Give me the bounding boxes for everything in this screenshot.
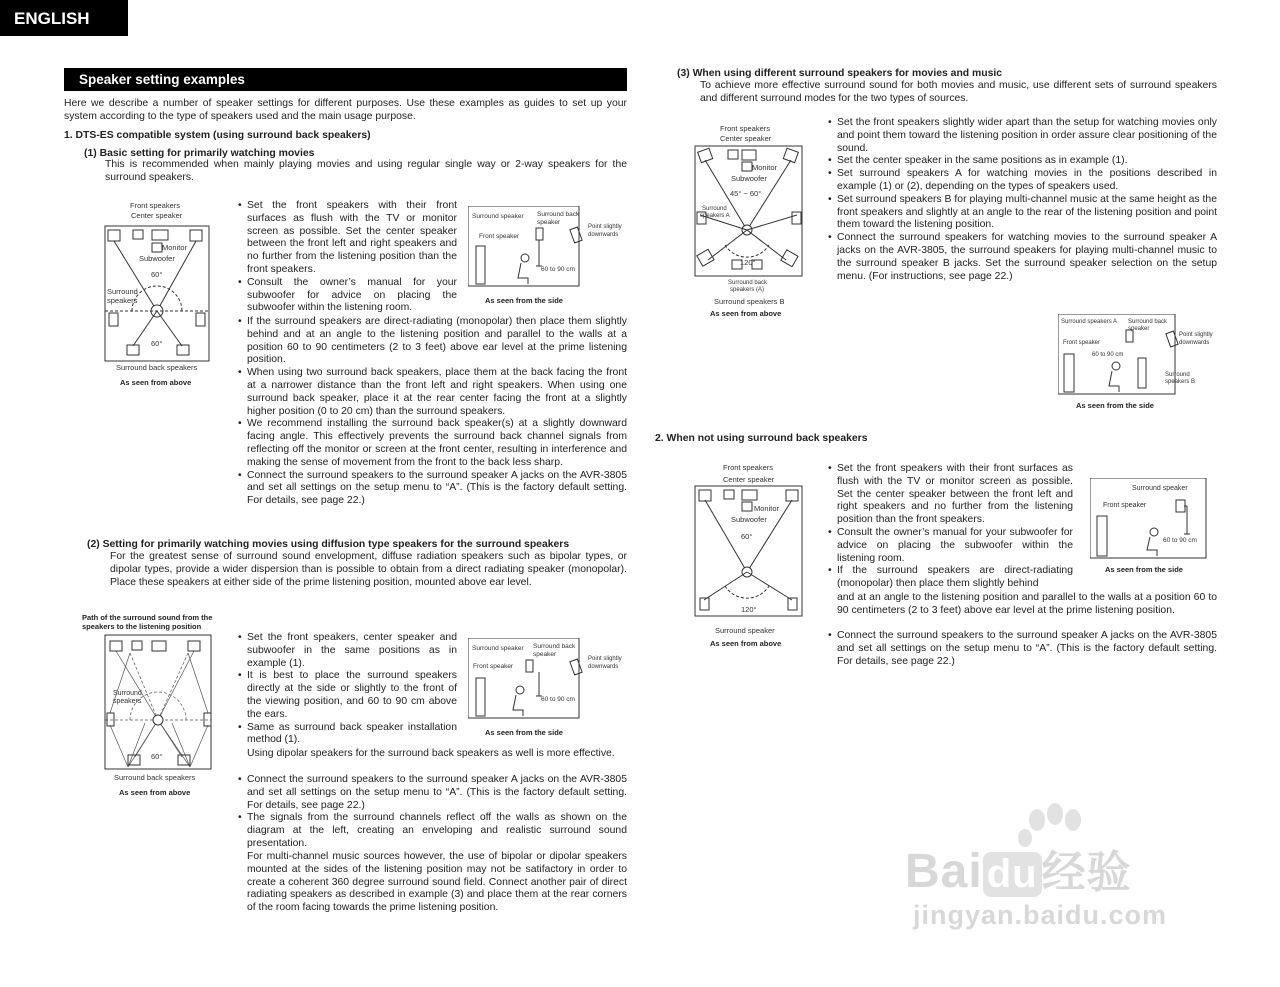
- label-front-speaker: Front speaker: [479, 233, 520, 240]
- bullet-item: • Connect the surround speakers for watching movies to the surround speaker A jacks on the AVR-3805, the surround speakers for playing multi-channel music to the surround speaker B jacks. Set the surround speaker selection on the setup menu. (For instructions, see page 22.): [828, 232, 1217, 283]
- diagram-no-back-above: [690, 460, 810, 650]
- bullet-item: • Connect the surround speakers to the surround speaker A jacks on the AVR-3805 and set all settings on the setup menu to “A”. (This is the factory default setting. For details, see page 22.): [238, 470, 627, 508]
- bullet-item: • Set the center speaker in the same positions as in example (1).: [828, 155, 1217, 168]
- label-point-1: Point slightly: [588, 656, 622, 662]
- label-speaker: speaker: [533, 651, 557, 658]
- subsection-2-heading: (2) Setting for primarily watching movies using diffusion type speakers for the surround speakers: [87, 539, 570, 550]
- bullet-item: • We recommend installing the surround back speaker(s) at a slightly downward facing angle. This effectively prevents the surround back channel signals from reflecting off the monitor or screen at the front center, resulting in interference and making the sense of movement from the front to the back less sharp.: [238, 418, 627, 469]
- diagram-basic-side: [468, 206, 628, 308]
- bullet-item: • Set the front speakers with their front surfaces as flush with the TV or monitor screen as possible. Set the center speaker between the front left and right speakers and no further from the listening position than the front speakers.: [828, 463, 1073, 527]
- label-point-1: Point slightly: [1179, 332, 1213, 338]
- bullet-item: • Set the front speakers slightly wider apart than the setup for watching movies only and point them toward the listening position in order assure clear positioning of the sound.: [828, 117, 1217, 155]
- label-height: 60 to 90 cm: [1092, 352, 1124, 358]
- section-title: Speaker setting examples: [64, 68, 627, 91]
- label-surround-back: Surround back speakers: [114, 773, 196, 782]
- label-angle-back: 120°: [740, 258, 756, 267]
- label-surround: Surround: [113, 690, 142, 697]
- caption-above: As seen from above: [710, 309, 782, 318]
- label-center-speaker: Center speaker: [723, 475, 775, 484]
- label-front-speaker: Front speaker: [473, 663, 514, 670]
- subsection-1-bullets-a: [238, 200, 457, 315]
- subsection-3-bullets: [828, 117, 1217, 283]
- bullet-item: • Set the front speakers, center speaker and subwoofer in the same positions as in example (1).: [238, 632, 457, 670]
- label-surround-speaker: Surround speaker: [715, 626, 775, 635]
- watermark-cn: 经验: [1041, 848, 1132, 897]
- bullet-item: • Connect the surround speakers to the surround speaker A jacks on the AVR-3805 and set all settings on the setup menu to “A”. (This is the factory default setting. For details, see page 22.): [828, 630, 1217, 668]
- diagram-diffusion-above: [100, 633, 220, 801]
- bullet-item: • When using two surround back speakers, place them at the back facing the front at a narrower distance than the front left and right speakers. When using one surround back speaker, place it at the rear center facing the front at a slightly higher position (0 to 20 cm) than the surround speakers.: [238, 367, 627, 418]
- label-angle-back: 60°: [151, 339, 163, 348]
- label-speakers-b: speakers B: [1165, 379, 1196, 385]
- subsection-2-bullets-b: [238, 774, 627, 851]
- bullet-item: • Set surround speakers B for playing multi-channel music at the same height as the front speakers and slightly at an angle to the rear of the listening position and point them toward the listening position.: [828, 194, 1217, 232]
- label-speakers-a2: speakers (A): [730, 287, 765, 293]
- label-surround-back: Surround back: [537, 211, 580, 218]
- label-front-speaker: Front speaker: [1103, 502, 1147, 509]
- label-surround-speaker: Surround speaker: [472, 213, 524, 220]
- subsection-1-desc: This is recommended when mainly playing movies and using regular single way or 2-way speakers for the surround speakers.: [105, 159, 627, 183]
- subsection-3-heading: (3) When using different surround speakers for movies and music: [677, 68, 1003, 79]
- label-monitor: Monitor: [162, 243, 188, 252]
- subsection-2-note-2: For multi-channel music sources however, the use of bipolar or dipolar speakers mounted at the sides of the listening position may not be satifactory in order to create a coherent 360 degree surround sound field. Connect another pair of direct radiating speakers as described in example (3) and place them at the rear corners of the room facing towards the prime listening position.: [247, 851, 627, 914]
- label-height: 60 to 90 cm: [541, 266, 575, 273]
- subsection-2-bullets-a: [238, 632, 457, 747]
- label-point-2: downwards: [588, 664, 619, 670]
- label-center-speaker: Center speaker: [720, 134, 772, 143]
- label-angle-front: 60°: [151, 270, 163, 279]
- label-surround: Surround: [1165, 372, 1190, 378]
- label-height: 60 to 90 cm: [1163, 537, 1197, 544]
- watermark-url: jingyan.baidu.com: [913, 900, 1168, 930]
- section-2-bullets-b: [828, 630, 1217, 668]
- label-angle: 60°: [151, 752, 163, 761]
- label-monitor: Monitor: [754, 504, 780, 513]
- intro-text: Here we describe a number of speaker settings for different purposes. Use these examples as guides to set up your system according to the type of speakers used and the main usage purpose.: [64, 98, 627, 122]
- label-surround-speaker: Surround speaker: [472, 645, 524, 652]
- section-2-heading: 2. When not using surround back speakers: [655, 433, 868, 444]
- section-2-continuation: and at an angle to the listening position and parallel to the walls at a position 60 to 90 centimeters (2 to 3 feet) above ear level at the prime listening position.: [837, 592, 1217, 616]
- section-2-bullets-a: [828, 463, 1073, 591]
- diagram-diffusion-side: [468, 638, 628, 740]
- bullet-item: • Same as surround back speaker installation method (1).: [238, 722, 457, 748]
- watermark-brand-b: du: [983, 852, 1042, 897]
- language-tab: ENGLISH: [0, 0, 128, 36]
- label-speakers-a: speakers A: [700, 213, 730, 219]
- label-subwoofer: Subwoofer: [731, 515, 767, 524]
- caption-side: As seen from the side: [1105, 565, 1183, 574]
- label-point-1: Point slightly: [588, 224, 622, 230]
- label-surround: Surround: [107, 287, 138, 296]
- label-center-speaker: Center speaker: [131, 211, 183, 220]
- bullet-item: • If the surround speakers are direct-radiating (monopolar) then place them slightly behind and at an angle to the listening position and parallel to the walls at a position 60 to 90 centimeters (2 to 3 feet) above ear level at the prime listening position.: [238, 316, 627, 367]
- caption-side: As seen from the side: [1076, 401, 1154, 410]
- label-monitor: Monitor: [752, 163, 778, 172]
- label-angle-back: 120°: [741, 605, 757, 614]
- diagram-music-above: [690, 120, 810, 320]
- subsection-3-desc: To achieve more effective surround sound for both movies and music, use different sets of surround speakers and different surround modes for the two types of sources.: [700, 80, 1217, 104]
- label-speakers: speakers: [113, 698, 142, 705]
- bullet-item: • If the surround speakers are direct-radiating (monopolar) then place them slightly behind: [828, 565, 1073, 591]
- label-subwoofer: Subwoofer: [731, 174, 767, 183]
- bullet-item: • Consult the owner’s manual for your subwoofer for advice on placing the subwoofer within the listening room.: [828, 527, 1073, 565]
- label-front-speaker: Front speaker: [1063, 340, 1101, 346]
- caption-side: As seen from the side: [485, 728, 563, 737]
- watermark-brand-a: Bai: [905, 845, 983, 898]
- diagram-basic-above: [100, 198, 215, 390]
- label-angle-front: 60°: [741, 532, 753, 541]
- path-label: Path of the surround sound from the speakers to the listening position: [82, 613, 213, 631]
- label-speakers: speakers: [107, 296, 138, 305]
- label-subwoofer: Subwoofer: [139, 254, 175, 263]
- section-1-heading: 1. DTS-ES compatible system (using surround back speakers): [64, 130, 371, 141]
- label-surround-a: Surround speakers A: [1061, 319, 1118, 325]
- bullet-item: • Set the front speakers with their front surfaces as flush with the TV or monitor screen as possible. Set the center speaker between the front left and right speakers and no further from the listening position than the front speakers.: [238, 200, 457, 277]
- label-surround-speaker: Surround speaker: [1132, 485, 1188, 492]
- caption-above: As seen from above: [710, 639, 782, 648]
- label-surround-back: Surround back: [728, 280, 768, 286]
- label-front-speakers: Front speakers: [723, 463, 774, 472]
- baidu-watermark: [905, 800, 1205, 940]
- label-surround-b: Surround speakers B: [714, 297, 785, 306]
- bullet-item: • Connect the surround speakers to the surround speaker A jacks on the AVR-3805 and set all settings on the setup menu to “A”. (This is the factory default setting. For details, see page 22.): [238, 774, 627, 812]
- label-surround-back: Surround back: [533, 643, 576, 650]
- label-surround-back: Surround back speakers: [116, 363, 198, 372]
- caption-above: As seen from above: [119, 788, 191, 797]
- subsection-1-bullets-b: [238, 316, 627, 508]
- label-angle-front: 45° ~ 60°: [730, 189, 762, 198]
- subsection-2-desc: For the greatest sense of surround sound envelopment, diffuse radiation speakers such as bipolar types, or dipolar types, provide a wider dispersion than is possible to obtain from a direct radiating speaker (monopolar). Place these speakers at either side of the prime listening position, mounted above ear level.: [110, 551, 627, 588]
- label-surround: Surround: [702, 206, 727, 212]
- bullet-item: • The signals from the surround channels reflect off the walls as shown on the diagram at the left, creating an enveloping and realistic surround sound presentation.: [238, 812, 627, 850]
- subsection-1-heading: (1) Basic setting for primarily watching movies: [84, 148, 315, 159]
- label-front-speakers: Front speakers: [720, 124, 771, 133]
- subsection-2-note: Using dipolar speakers for the surround back speakers as well is more effective.: [247, 748, 615, 759]
- caption-above: As seen from above: [120, 378, 192, 387]
- diagram-music-side: [1058, 314, 1220, 412]
- label-point-2: downwards: [588, 232, 619, 238]
- label-speaker: speaker: [537, 219, 561, 226]
- bullet-item: • It is best to place the surround speakers directly at the side or slightly to the front of the viewing position, and 60 to 90 cm above the ears.: [238, 670, 457, 721]
- label-speaker: speaker: [1128, 326, 1150, 332]
- bullet-item: • Set surround speakers A for watching movies in the positions described in example (1) or (2), depending on the types of speakers used.: [828, 168, 1217, 194]
- label-front-speakers: Front speakers: [130, 201, 181, 210]
- caption-side: As seen from the side: [485, 296, 563, 305]
- label-surround-back: Surround back: [1128, 319, 1168, 325]
- label-point-2: downwards: [1179, 340, 1210, 346]
- label-height: 60 to 90 cm: [541, 696, 575, 703]
- bullet-item: • Consult the owner’s manual for your subwoofer for advice on placing the subwoofer within the listening room.: [238, 277, 457, 315]
- diagram-no-back-side: [1090, 478, 1220, 578]
